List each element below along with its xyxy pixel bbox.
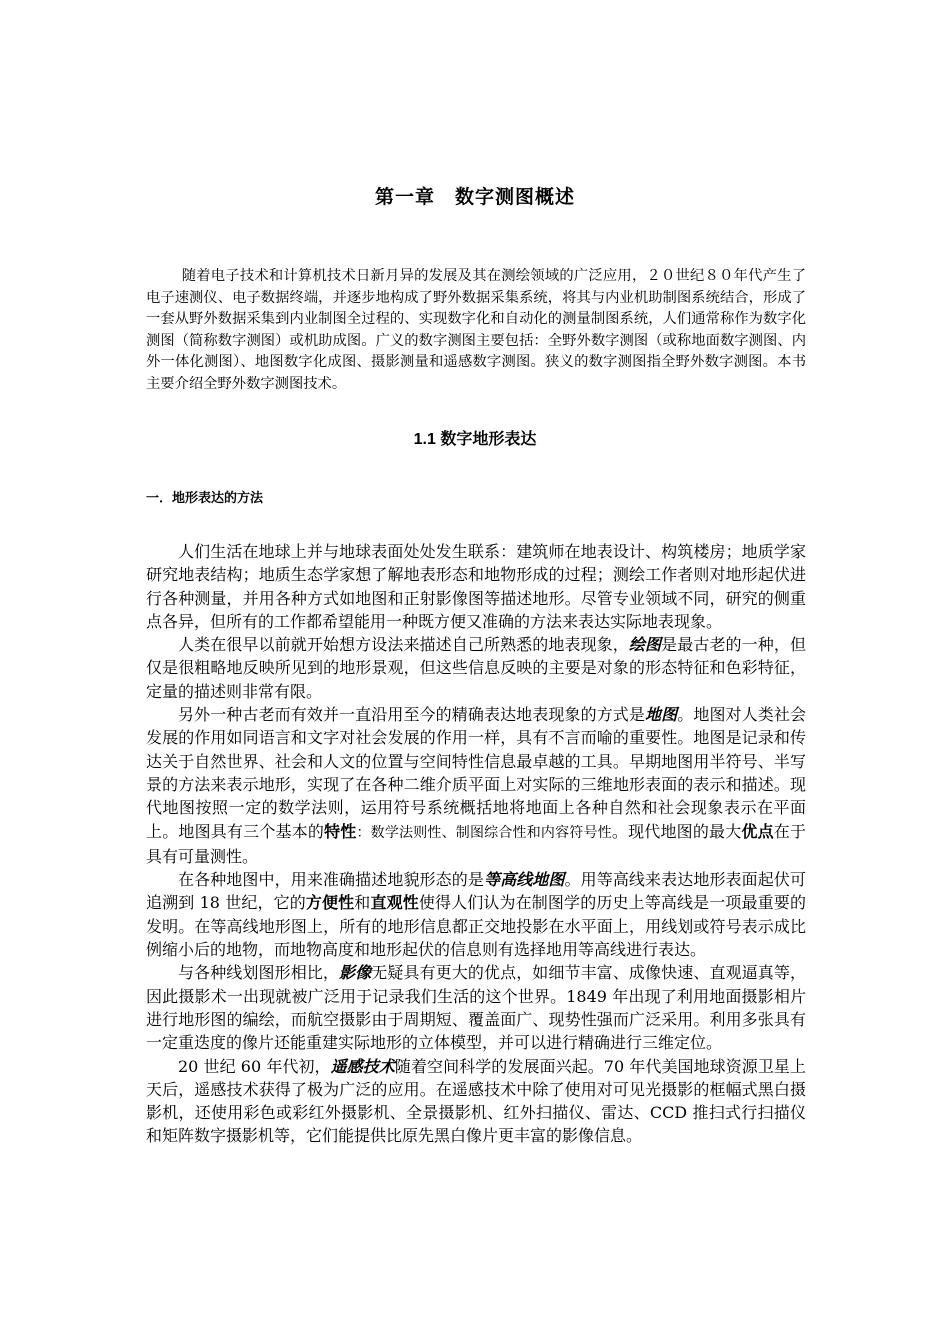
emphasis-convenience: 方便性: [305, 893, 355, 913]
paragraph-2: 人类在很早以前就开始想方设法来描述自己所熟悉的地表现象，绘图是最古老的一种，但仅是很粗略地反映所见到的地形景观，但这些信息反映的主要是对象的形态特征和色彩特征，定量的描述则非常有限。: [146, 635, 806, 701]
paragraph-4: 在各种地图中，用来准确描述地貌形态的是等高线地图。用等高线来表达地形表面起伏可追溯到 18 世纪，它的方便性和直观性使得人们认为在制图学的历史上等高线是一项最重要的发明。在等高线地形图上，所有的地形信息都正交地投影在水平面上，用线划或符号表示成比例缩小后的地物，而地物高度和地形起伏的信息则有选择地用等高线进行表达。: [146, 870, 806, 960]
intro-paragraph: 随着电子技术和计算机技术日新月异的发展及其在测绘领域的广泛应用，２０世纪８０年代产生了电子速测仪、电子数据终端，并逐步地构成了野外数据采集系统，将其与内业机助制图系统结合，形成了一套从野外数据采集到内业制图全过程的、实现数字化和自动化的测量制图系统，人们通常称作为数字化测图（简称数字测图）或机助成图。广义的数字测图主要包括：全野外数字测图（或称地面数字测图、内外一体化测图）、地图数字化成图、摄影测量和遥感数字测图。狭义的数字测图指全野外数字测图。本书主要介绍全野外数字测图技术。: [146, 268, 806, 392]
paragraph-1: 人们生活在地球上并与地球表面处处发生联系：建筑师在地表设计、构筑楼房；地质学家研究地表结构；地质生态学家想了解地表形态和地物形成的过程；测绘工作者则对地形起伏进行各种测量，并用各种方式如地图和正射影像图等描述地形。尽管专业领域不同，研究的侧重点各异，但所有的工作都希望能用一种既方便又准确的方法来表达实际地表现象。: [146, 542, 806, 631]
emphasis-intuitiveness: 直观性: [370, 893, 419, 913]
emphasis-map: 地图: [645, 705, 678, 725]
paragraph-3: 另外一种古老而有效并一直沿用至今的精确表达地表现象的方式是地图。地图对人类社会发展的作用如同语言和文字对社会发展的作用一样，具有不言而喻的重要性。地图是记录和传达关于自然世界、社会和人文的位置与空间特性信息最卓越的工具。早期地图用半符号、半写景的方法来表示地形，实现了在各种二维介质平面上对实际的三维地形表面的表示和描述。现代地图按照一定的数学法则，运用符号系统概括地将地面上各种自然和社会现象表示在平面上。地图具有三个基本的特性：数学法则性、制图综合性和内容符号性。现代地图的最大优点在于具有可量测性。: [146, 705, 806, 866]
emphasis-drawing: 绘图: [628, 635, 662, 655]
emphasis-properties: 特性: [324, 821, 357, 841]
sub-heading: 一．地形表达的方法: [146, 491, 264, 506]
emphasis-contour-map: 等高线地图: [483, 870, 565, 890]
emphasis-remote-sensing: 遥感技术: [330, 1056, 395, 1076]
paragraph-5: 与各种线划图形相比，影像无疑具有更大的优点，如细节丰富、成像快速、直观逼真等，因此摄影术一出现就被广泛用于记录我们生活的这个世界。1849 年出现了利用地面摄影相片进行地形图的编绘，而航空摄影由于周期短、覆盖面广、现势性强而广泛采用。利用多张具有一定重迭度的像片还能重建实际地形的立体模型，并可以进行精确进行三维定位。: [146, 963, 806, 1053]
paragraph-6: 20 世纪 60 年代初，遥感技术随着空间科学的发展面兴起。70 年代美国地球资源卫星上天后，遥感技术获得了极为广泛的应用。在遥感技术中除了使用对可见光摄影的框幅式黑白摄影机，还使用彩色或彩红外摄影机、全景摄影机、红外扫描仪、雷达、CCD 推扫式行扫描仪和矩阵数字摄影机等，它们能提供比原先黑白像片更丰富的影像信息。: [146, 1056, 806, 1146]
section-title: 1.1 数字地形表达: [413, 431, 537, 448]
body-text: [146, 540, 806, 1148]
properties-list: ：数学法则性、制图综合性和内容符号性: [356, 824, 612, 841]
chapter-title: 第一章 数字测图概述: [374, 186, 575, 208]
emphasis-imagery: 影像: [339, 963, 372, 983]
emphasis-advantage: 优点: [741, 821, 774, 841]
